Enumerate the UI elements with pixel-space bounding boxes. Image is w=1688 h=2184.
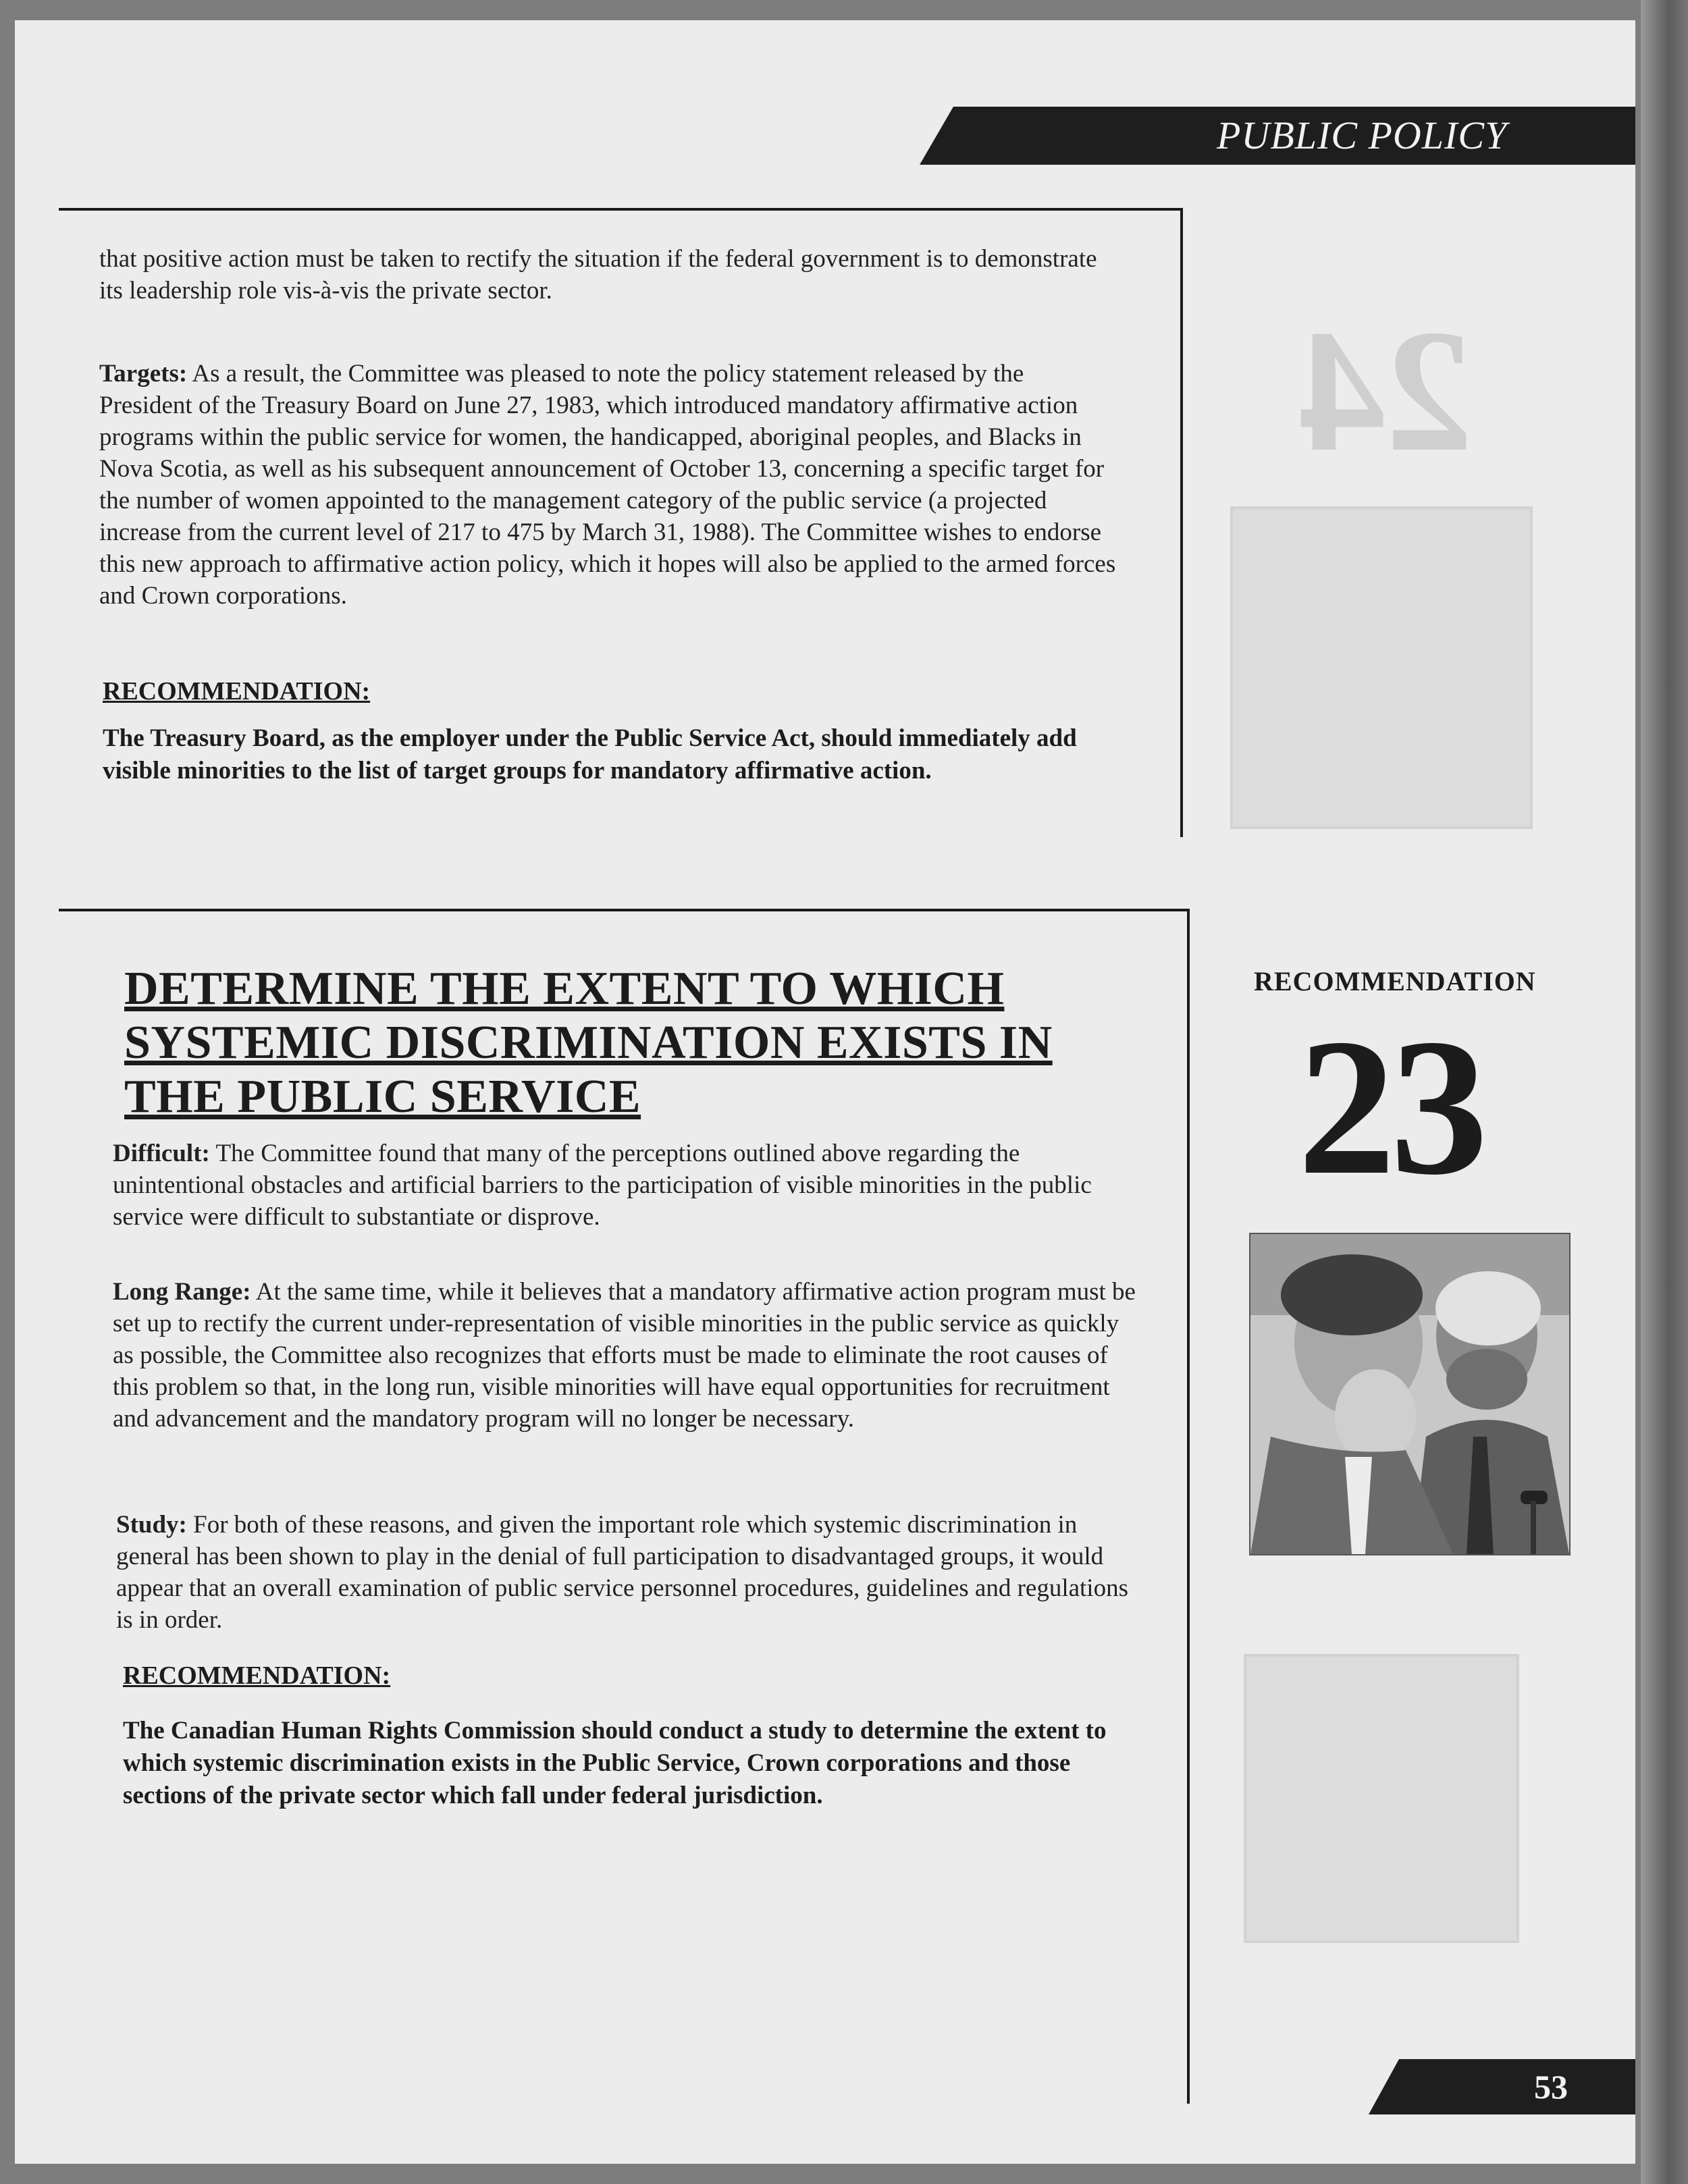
book-edge [1641, 0, 1688, 2184]
bottom-box-right-rule [1187, 909, 1190, 2104]
difficult-text: The Committee found that many of the perceptions outlined above regarding the unintentional obstacles and artificial barriers to the participation of visible minorities in the public service were difficult to substantiate or disprove. [113, 1140, 1092, 1231]
study-lead: Study: [116, 1511, 187, 1539]
page [15, 20, 1635, 2164]
recommendation-text-bottom: The Canadian Human Rights Commission should conduct a study to determine the extent to which systemic discrimination exists in the Public Service, Crown corporations and those sections of the private sector which fall under federal jurisdiction. [123, 1717, 1107, 1809]
section-title: DETERMINE THE EXTENT TO WHICH SYSTEMIC DISCRIMINATION EXISTS IN THE PUBLIC SERVICE [124, 963, 1053, 1123]
top-box-top-rule [59, 208, 1183, 211]
difficult-paragraph [113, 1138, 1139, 1233]
photo-two-men-icon [1249, 1233, 1571, 1555]
sidebar-recommendation-label: RECOMMENDATION [1254, 966, 1536, 996]
difficult-lead: Difficult: [113, 1140, 210, 1167]
section-header: PUBLIC POLICY [1217, 113, 1508, 157]
recommendation-label-bottom: RECOMMENDATION: [123, 1661, 391, 1690]
sidebar-recommendation-number: 23 [1298, 998, 1483, 1215]
targets-text: As a result, the Committee was pleased to note the policy statement released by the President of the Treasury Board on June 27, 1983, which introduced mandatory affirmative action programs within the public service for women, the handicapped, aboriginal peoples, and Blacks in Nova Scotia, as well as his subsequent announcement of October 13, concerning a specific target for the number of women appointed to the management category of the public service (a projected increase from the current level of 217 to 475 by March 31, 1988). The Committee wishes to endorse this new approach to affirmative action policy, which it hopes will also be applied to the armed forces and Crown corporations. [99, 360, 1116, 610]
long-range-paragraph [113, 1276, 1139, 1435]
continuation-paragraph: that positive action must be taken to rectify the situation if the federal government is to demonstrate its leadership role vis-à-vis the private sector. [99, 245, 1097, 304]
page-number-tab [1369, 2059, 1635, 2114]
long-range-text: At the same time, while it believes that a mandatory affirmative action program must be set up to rectify the current under-representation of visible minorities in the public service as quickly as possible, the Committee also recognizes that efforts must be made to eliminate the root causes of this problem so that, in the long run, visible minorities will have equal opportunities for recruitment and advancement and the mandatory program will no longer be necessary. [113, 1278, 1136, 1433]
photo-illustration [1250, 1234, 1569, 1554]
targets-lead: Targets: [99, 360, 188, 388]
study-paragraph [116, 1509, 1136, 1636]
targets-paragraph [99, 358, 1119, 612]
study-text: For both of these reasons, and given the important role which systemic discrimination in general has been shown to play in the denial of full participation to disadvantaged groups, it would appear that an overall examination of public service personnel procedures, guidelines and regulations is in order. [116, 1511, 1128, 1634]
long-range-lead: Long Range: [113, 1278, 251, 1306]
page-number: 53 [1534, 2068, 1568, 2106]
bottom-box-top-rule [59, 909, 1190, 911]
recommendation-label-top: RECOMMENDATION: [103, 677, 371, 705]
recommendation-text-top: The Treasury Board, as the employer under the Public Service Act, should immediately add visible minorities to the list of target groups for mandatory affirmative action. [103, 724, 1077, 784]
ghost-number: 24 [1298, 294, 1473, 488]
top-box-right-rule [1180, 208, 1183, 837]
ghost-image-lower [1244, 1654, 1519, 1943]
ghost-image [1230, 506, 1533, 829]
